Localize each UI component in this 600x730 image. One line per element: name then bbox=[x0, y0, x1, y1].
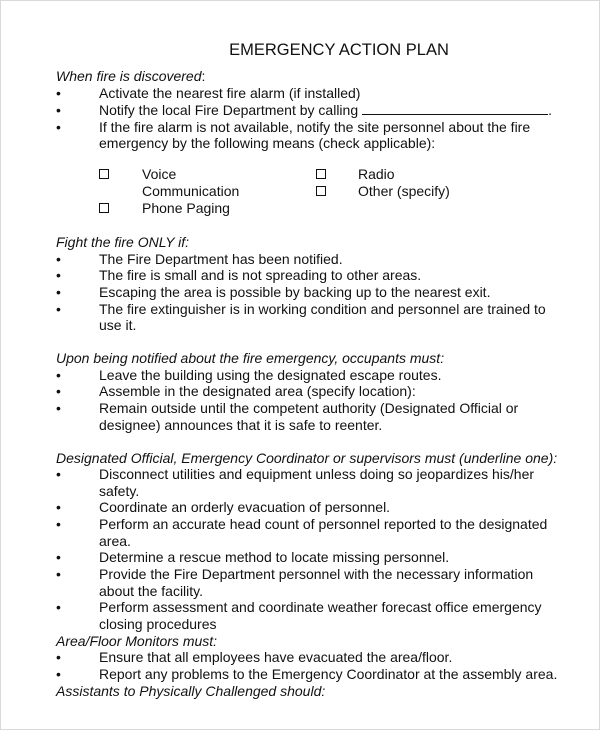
list-item-continuation: use it. bbox=[99, 317, 137, 333]
list-item: The fire is small and is not spreading to other areas. bbox=[99, 267, 422, 283]
bullet-icon: • bbox=[56, 400, 61, 416]
checkbox-label-voice: Voice bbox=[142, 166, 177, 182]
bullet-icon: • bbox=[56, 367, 61, 383]
checkbox-label-other: Other (specify) bbox=[358, 183, 450, 199]
page-title: EMERGENCY ACTION PLAN bbox=[229, 41, 449, 59]
bullet-icon: • bbox=[56, 499, 61, 515]
list-item-continuation: about the facility. bbox=[99, 583, 204, 599]
bullet-icon: • bbox=[56, 284, 61, 300]
heading-text: When fire is discovered bbox=[56, 68, 202, 84]
bullet-icon: • bbox=[56, 566, 61, 582]
list-item: Ensure that all employees have evacuated the area/floor. bbox=[99, 649, 453, 665]
list-item: Report any problems to the Emergency Coordinator at the assembly area. bbox=[99, 666, 558, 682]
list-item: Perform assessment and coordinate weather forecast office emergency bbox=[99, 599, 542, 615]
bullet-icon: • bbox=[56, 516, 61, 532]
section-heading-assistants: Assistants to Physically Challenged should: bbox=[56, 683, 326, 699]
list-item-continuation: safety. bbox=[99, 483, 140, 499]
list-item: Determine a rescue method to locate missing personnel. bbox=[99, 549, 450, 565]
list-item-text: Notify the local Fire Department by calling bbox=[99, 102, 359, 118]
section-heading-monitors: Area/Floor Monitors must: bbox=[56, 633, 218, 649]
list-item: The Fire Department has been notified. bbox=[99, 251, 343, 267]
section-heading-occupants: Upon being notified about the fire emergency, occupants must: bbox=[56, 350, 445, 366]
bullet-icon: • bbox=[56, 267, 61, 283]
bullet-icon: • bbox=[56, 383, 61, 399]
bullet-icon: • bbox=[56, 649, 61, 665]
bullet-icon: • bbox=[56, 85, 61, 101]
list-item: If the fire alarm is not available, notify the site personnel about the fire bbox=[99, 119, 531, 135]
checkbox-phone-paging[interactable] bbox=[99, 203, 109, 213]
section-heading-fight: Fight the fire ONLY if: bbox=[56, 234, 190, 250]
heading-colon: : bbox=[201, 68, 206, 84]
bullet-icon: • bbox=[56, 666, 61, 682]
list-item: Escaping the area is possible by backing up to the nearest exit. bbox=[99, 284, 491, 300]
list-item: The fire extinguisher is in working condition and personnel are trained to bbox=[99, 301, 546, 317]
list-item: Provide the Fire Department personnel with the necessary information bbox=[99, 566, 534, 582]
list-item: Perform an accurate head count of personnel reported to the designated bbox=[99, 516, 548, 532]
list-item: Remain outside until the competent authority (Designated Official or bbox=[99, 400, 519, 416]
bullet-icon: • bbox=[56, 102, 61, 118]
list-item: Leave the building using the designated escape routes. bbox=[99, 367, 442, 383]
section-heading-officials: Designated Official, Emergency Coordinator or supervisors must (underline one): bbox=[56, 450, 558, 466]
checkbox-other[interactable] bbox=[316, 186, 326, 196]
list-item-continuation: closing procedures bbox=[99, 616, 217, 632]
bullet-icon: • bbox=[56, 466, 61, 482]
list-item bbox=[99, 102, 552, 119]
list-item: Disconnect utilities and equipment unless doing so jeopardizes his/her bbox=[99, 466, 535, 482]
list-item-continuation: area. bbox=[99, 533, 131, 549]
list-item: Coordinate an orderly evacuation of personnel. bbox=[99, 499, 391, 515]
section-heading-discovered bbox=[56, 68, 205, 85]
checkbox-label-phone-paging: Phone Paging bbox=[142, 200, 230, 216]
list-item-continuation: designee) announces that it is safe to reenter. bbox=[99, 417, 383, 433]
bullet-icon: • bbox=[56, 549, 61, 565]
list-item-continuation: emergency by the following means (check applicable): bbox=[99, 135, 436, 151]
bullet-icon: • bbox=[56, 119, 61, 135]
checkbox-radio[interactable] bbox=[316, 169, 326, 179]
checkbox-label-communication: Communication bbox=[142, 183, 240, 199]
list-item: Activate the nearest fire alarm (if installed) bbox=[99, 85, 361, 101]
bullet-icon: • bbox=[56, 251, 61, 267]
phone-number-blank-field[interactable] bbox=[362, 102, 548, 115]
period: . bbox=[548, 102, 552, 118]
checkbox-voice-communication[interactable] bbox=[99, 169, 109, 179]
checkbox-label-radio: Radio bbox=[358, 166, 395, 182]
bullet-icon: • bbox=[56, 599, 61, 615]
bullet-icon: • bbox=[56, 301, 61, 317]
list-item: Assemble in the designated area (specify location): bbox=[99, 383, 416, 399]
